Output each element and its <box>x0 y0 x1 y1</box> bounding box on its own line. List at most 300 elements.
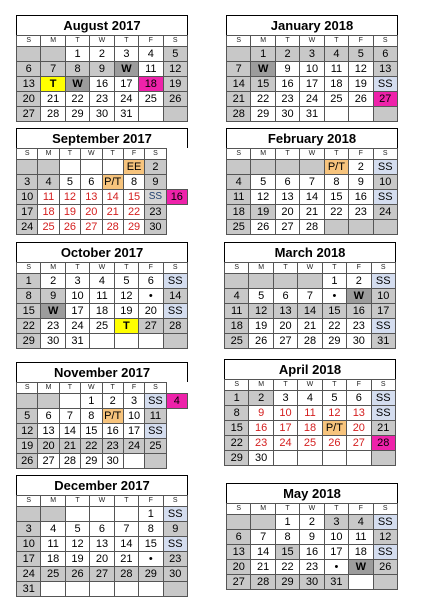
day-cell: 7 <box>300 175 324 190</box>
day-cell: 22 <box>81 439 102 454</box>
day-cell: 9 <box>163 522 187 537</box>
day-cell: • <box>139 552 163 567</box>
weekday-label: M <box>38 383 59 394</box>
day-cell: 16 <box>166 190 187 205</box>
weekday-label: W <box>90 36 114 47</box>
day-cell: 16 <box>349 190 373 205</box>
day-cell: 26 <box>349 92 373 107</box>
day-cell: 21 <box>300 205 324 220</box>
day-cell: 7 <box>114 522 138 537</box>
weekday-label: F <box>349 149 373 160</box>
weekday-label: W <box>298 263 322 274</box>
day-cell: SS <box>373 515 397 530</box>
weekday-label: T <box>102 383 123 394</box>
weekday-label: F <box>349 36 373 47</box>
day-cell: 15 <box>139 537 163 552</box>
week-row <box>225 436 396 451</box>
day-cell: 13 <box>275 190 299 205</box>
week-row <box>17 439 188 454</box>
day-cell: 31 <box>17 582 41 597</box>
weekday-label: W <box>90 263 114 274</box>
weekday-label: T <box>59 149 80 160</box>
day-cell <box>373 220 397 235</box>
day-cell: 8 <box>65 62 89 77</box>
weekday-label: F <box>347 380 371 391</box>
weekday-label: W <box>81 383 102 394</box>
weekday-label: S <box>227 504 251 515</box>
weekday-header-row <box>225 380 396 391</box>
day-cell: 1 <box>251 47 275 62</box>
month-8 <box>16 475 188 597</box>
day-cell: 21 <box>59 439 80 454</box>
day-cell: 3 <box>123 394 144 409</box>
day-cell: 14 <box>102 190 123 205</box>
day-cell <box>163 582 187 597</box>
day-cell: 5 <box>163 47 187 62</box>
day-cell: 10 <box>65 289 89 304</box>
week-row <box>227 190 398 205</box>
week-row <box>17 304 188 319</box>
day-cell: 15 <box>322 304 346 319</box>
day-cell: 3 <box>114 47 138 62</box>
weekday-label: S <box>145 149 166 160</box>
day-cell: 25 <box>298 436 322 451</box>
day-cell: 27 <box>38 454 59 469</box>
week-row <box>17 507 188 522</box>
day-cell <box>371 451 395 466</box>
day-cell <box>347 451 371 466</box>
day-cell: 18 <box>139 77 163 92</box>
day-cell: 24 <box>373 205 397 220</box>
day-cell: SS <box>373 545 397 560</box>
week-row <box>17 454 188 469</box>
day-cell: 3 <box>300 47 324 62</box>
day-cell: 11 <box>139 62 163 77</box>
month-3 <box>226 128 398 235</box>
day-cell: 20 <box>227 560 251 575</box>
week-row <box>17 160 188 175</box>
day-cell: 21 <box>102 205 123 220</box>
day-cell: EE <box>123 160 144 175</box>
day-cell: 30 <box>347 334 371 349</box>
day-cell: 17 <box>17 552 41 567</box>
day-cell: 19 <box>349 77 373 92</box>
day-cell: 23 <box>347 319 371 334</box>
day-cell: 3 <box>17 175 38 190</box>
day-cell: 1 <box>17 274 41 289</box>
day-cell: 1 <box>81 394 102 409</box>
day-cell: 7 <box>227 62 251 77</box>
week-row <box>17 424 188 439</box>
day-cell: 3 <box>65 274 89 289</box>
day-cell: 15 <box>324 190 348 205</box>
day-cell: 26 <box>17 454 38 469</box>
month-title: March 2018 <box>224 242 396 262</box>
day-cell: 12 <box>349 62 373 77</box>
day-cell: 14 <box>114 537 138 552</box>
day-cell: 16 <box>275 77 299 92</box>
week-row <box>225 451 396 466</box>
week-row <box>227 175 398 190</box>
day-cell: SS <box>145 394 166 409</box>
day-cell: 12 <box>59 190 80 205</box>
day-cell: 29 <box>139 567 163 582</box>
weekday-header-row <box>17 36 188 47</box>
day-cell: W <box>114 62 138 77</box>
day-cell: 22 <box>123 205 144 220</box>
day-cell: 27 <box>81 220 102 235</box>
day-cell: 28 <box>300 220 324 235</box>
day-cell <box>65 582 89 597</box>
day-cell: 2 <box>347 274 371 289</box>
day-cell: 14 <box>227 77 251 92</box>
day-cell: 25 <box>139 92 163 107</box>
day-cell: 1 <box>225 391 249 406</box>
day-cell: 21 <box>114 552 138 567</box>
day-cell: 26 <box>65 567 89 582</box>
weekday-label: F <box>349 504 373 515</box>
day-cell: 6 <box>347 391 371 406</box>
day-cell: 13 <box>38 424 59 439</box>
week-row <box>17 220 188 235</box>
weekday-label: T <box>114 36 138 47</box>
week-row <box>17 289 188 304</box>
day-cell: 11 <box>225 304 249 319</box>
day-cell: 24 <box>123 439 144 454</box>
day-cell: 11 <box>38 190 59 205</box>
weekday-label: M <box>38 149 59 160</box>
day-cell: 6 <box>17 62 41 77</box>
day-cell: 2 <box>90 47 114 62</box>
day-cell: 7 <box>59 409 80 424</box>
day-cell: 20 <box>90 552 114 567</box>
day-cell: 18 <box>38 205 59 220</box>
day-cell: 18 <box>41 552 65 567</box>
day-cell: 12 <box>322 406 346 421</box>
day-cell: 22 <box>324 205 348 220</box>
day-cell: 19 <box>114 304 138 319</box>
day-cell: 5 <box>17 409 38 424</box>
month-7 <box>224 359 396 466</box>
day-cell: 11 <box>298 406 322 421</box>
weekday-label: M <box>41 496 65 507</box>
day-cell: 30 <box>300 575 324 590</box>
day-cell: • <box>139 289 163 304</box>
day-cell: 6 <box>90 522 114 537</box>
day-cell: 25 <box>324 92 348 107</box>
day-cell: • <box>322 289 346 304</box>
weekday-header-row <box>225 263 396 274</box>
day-cell: 27 <box>139 319 163 334</box>
day-cell: 21 <box>371 421 395 436</box>
day-cell: 28 <box>114 567 138 582</box>
day-cell: 13 <box>273 304 297 319</box>
week-row <box>17 92 188 107</box>
day-cell: 29 <box>123 220 144 235</box>
weekday-label: M <box>41 36 65 47</box>
day-cell: 26 <box>249 334 273 349</box>
day-cell: 26 <box>373 560 397 575</box>
weekday-label: T <box>275 36 299 47</box>
day-cell: 20 <box>273 319 297 334</box>
day-cell <box>139 334 163 349</box>
month-grid <box>224 379 396 466</box>
day-cell: 10 <box>273 406 297 421</box>
day-cell <box>163 107 187 122</box>
weekday-label: F <box>123 149 144 160</box>
week-row <box>17 522 188 537</box>
day-cell <box>41 582 65 597</box>
day-cell: 6 <box>227 530 251 545</box>
month-grid <box>224 262 396 349</box>
day-cell <box>38 160 59 175</box>
day-cell: SS <box>163 304 187 319</box>
day-cell: 5 <box>349 47 373 62</box>
month-title: May 2018 <box>226 483 398 503</box>
day-cell: 9 <box>145 175 166 190</box>
day-cell: 23 <box>102 439 123 454</box>
week-row <box>225 274 396 289</box>
day-cell: 11 <box>90 289 114 304</box>
day-cell: 16 <box>347 304 371 319</box>
week-row <box>17 107 188 122</box>
day-cell: 4 <box>90 274 114 289</box>
weekday-label: W <box>81 149 102 160</box>
week-row <box>17 582 188 597</box>
weekday-label: T <box>114 496 138 507</box>
day-cell: 19 <box>65 552 89 567</box>
day-cell: 23 <box>90 92 114 107</box>
day-cell: 5 <box>114 274 138 289</box>
weekday-label: T <box>102 149 123 160</box>
weekday-label: M <box>249 380 273 391</box>
day-cell: 17 <box>17 205 38 220</box>
day-cell: 12 <box>249 304 273 319</box>
day-cell: 24 <box>17 220 38 235</box>
day-cell: 24 <box>300 92 324 107</box>
weekday-label: S <box>225 380 249 391</box>
day-cell: 29 <box>65 107 89 122</box>
weekday-label: S <box>17 263 41 274</box>
day-cell: 4 <box>349 515 373 530</box>
weekday-label: M <box>251 504 275 515</box>
day-cell: 14 <box>251 545 275 560</box>
day-cell: 20 <box>139 304 163 319</box>
day-cell: 23 <box>145 205 166 220</box>
day-cell <box>114 334 138 349</box>
day-cell: 8 <box>123 175 144 190</box>
day-cell <box>373 107 397 122</box>
day-cell <box>17 160 38 175</box>
day-cell: 10 <box>373 175 397 190</box>
day-cell <box>38 394 59 409</box>
weekday-label: S <box>17 149 38 160</box>
day-cell: 15 <box>275 545 299 560</box>
day-cell: 28 <box>163 319 187 334</box>
day-cell: 2 <box>102 394 123 409</box>
day-cell <box>90 334 114 349</box>
day-cell: 13 <box>373 62 397 77</box>
day-cell <box>349 220 373 235</box>
day-cell: • <box>324 560 348 575</box>
day-cell: 1 <box>139 507 163 522</box>
day-cell: 4 <box>41 522 65 537</box>
day-cell: 21 <box>251 560 275 575</box>
week-row <box>17 175 188 190</box>
day-cell: 6 <box>139 274 163 289</box>
weekday-label: S <box>373 504 397 515</box>
day-cell <box>322 451 346 466</box>
day-cell: 6 <box>275 175 299 190</box>
day-cell: 25 <box>225 334 249 349</box>
day-cell: 28 <box>41 107 65 122</box>
week-row <box>17 274 188 289</box>
weekday-header-row <box>17 383 188 394</box>
day-cell <box>59 394 80 409</box>
day-cell <box>298 274 322 289</box>
day-cell: 4 <box>298 391 322 406</box>
month-grid <box>16 495 188 597</box>
month-6 <box>16 362 188 469</box>
day-cell: 25 <box>227 220 251 235</box>
weekday-label: T <box>324 149 348 160</box>
week-row <box>17 567 188 582</box>
day-cell <box>41 507 65 522</box>
day-cell: 3 <box>273 391 297 406</box>
weekday-label: T <box>65 496 89 507</box>
month-title: December 2017 <box>16 475 188 495</box>
weekday-label: S <box>225 263 249 274</box>
month-grid <box>16 35 188 122</box>
day-cell: 3 <box>324 515 348 530</box>
day-cell: T <box>114 319 138 334</box>
day-cell: 4 <box>227 175 251 190</box>
day-cell: 13 <box>90 537 114 552</box>
weekday-label: S <box>371 263 395 274</box>
day-cell: SS <box>371 319 395 334</box>
day-cell: 9 <box>41 289 65 304</box>
day-cell: 2 <box>145 160 166 175</box>
day-cell: 4 <box>324 47 348 62</box>
day-cell: 9 <box>90 62 114 77</box>
month-title: November 2017 <box>16 362 188 382</box>
week-row <box>227 530 398 545</box>
day-cell: 15 <box>123 190 144 205</box>
day-cell: 25 <box>38 220 59 235</box>
day-cell: 19 <box>251 205 275 220</box>
day-cell: 6 <box>373 47 397 62</box>
week-row <box>225 289 396 304</box>
day-cell <box>17 394 38 409</box>
day-cell <box>249 274 273 289</box>
day-cell: 20 <box>38 439 59 454</box>
month-0 <box>16 15 188 122</box>
day-cell: 8 <box>81 409 102 424</box>
day-cell: 8 <box>225 406 249 421</box>
month-grid <box>16 382 188 469</box>
day-cell: 15 <box>17 304 41 319</box>
day-cell: 17 <box>300 77 324 92</box>
weekday-label: S <box>373 149 397 160</box>
month-title: January 2018 <box>226 15 398 35</box>
day-cell <box>59 160 80 175</box>
day-cell: 19 <box>17 439 38 454</box>
weekday-label: S <box>227 36 251 47</box>
day-cell: 18 <box>90 304 114 319</box>
week-row <box>17 319 188 334</box>
day-cell: 16 <box>102 424 123 439</box>
day-cell: 9 <box>275 62 299 77</box>
day-cell: 27 <box>227 575 251 590</box>
day-cell: 17 <box>371 304 395 319</box>
day-cell: 23 <box>163 552 187 567</box>
weekday-label: T <box>65 36 89 47</box>
weekday-header-row <box>227 36 398 47</box>
day-cell: W <box>349 560 373 575</box>
weekday-label: T <box>324 504 348 515</box>
day-cell: 26 <box>251 220 275 235</box>
day-cell: 22 <box>17 319 41 334</box>
day-cell: 13 <box>227 545 251 560</box>
day-cell <box>251 160 275 175</box>
weekday-label: W <box>298 380 322 391</box>
day-cell <box>373 575 397 590</box>
day-cell <box>81 160 102 175</box>
weekday-label: S <box>163 263 187 274</box>
day-cell <box>139 582 163 597</box>
day-cell: 28 <box>102 220 123 235</box>
weekday-label: T <box>65 263 89 274</box>
day-cell: 30 <box>90 107 114 122</box>
day-cell: SS <box>145 190 166 205</box>
day-cell: 19 <box>59 205 80 220</box>
day-cell: 11 <box>145 409 166 424</box>
day-cell: 24 <box>273 436 297 451</box>
day-cell: 19 <box>249 319 273 334</box>
weekday-label: S <box>163 36 187 47</box>
day-cell: 31 <box>300 107 324 122</box>
day-cell: 25 <box>145 439 166 454</box>
day-cell: 31 <box>65 334 89 349</box>
day-cell: 6 <box>38 409 59 424</box>
week-row <box>17 190 188 205</box>
day-cell: 22 <box>225 436 249 451</box>
day-cell: 12 <box>65 537 89 552</box>
day-cell: 12 <box>17 424 38 439</box>
day-cell: 22 <box>322 319 346 334</box>
day-cell: 11 <box>324 62 348 77</box>
week-row <box>227 220 398 235</box>
weekday-header-row <box>17 263 188 274</box>
day-cell: 30 <box>163 567 187 582</box>
day-cell: 9 <box>249 406 273 421</box>
day-cell: SS <box>373 160 397 175</box>
day-cell <box>114 507 138 522</box>
day-cell: 31 <box>371 334 395 349</box>
day-cell <box>163 334 187 349</box>
day-cell: 5 <box>249 289 273 304</box>
weekday-header-row <box>227 149 398 160</box>
day-cell: 20 <box>275 205 299 220</box>
day-cell: 28 <box>59 454 80 469</box>
weekday-label: S <box>227 149 251 160</box>
day-cell <box>145 454 166 469</box>
weekday-label: F <box>347 263 371 274</box>
day-cell: 28 <box>371 436 395 451</box>
month-1 <box>226 15 398 122</box>
day-cell <box>349 575 373 590</box>
day-cell <box>139 107 163 122</box>
